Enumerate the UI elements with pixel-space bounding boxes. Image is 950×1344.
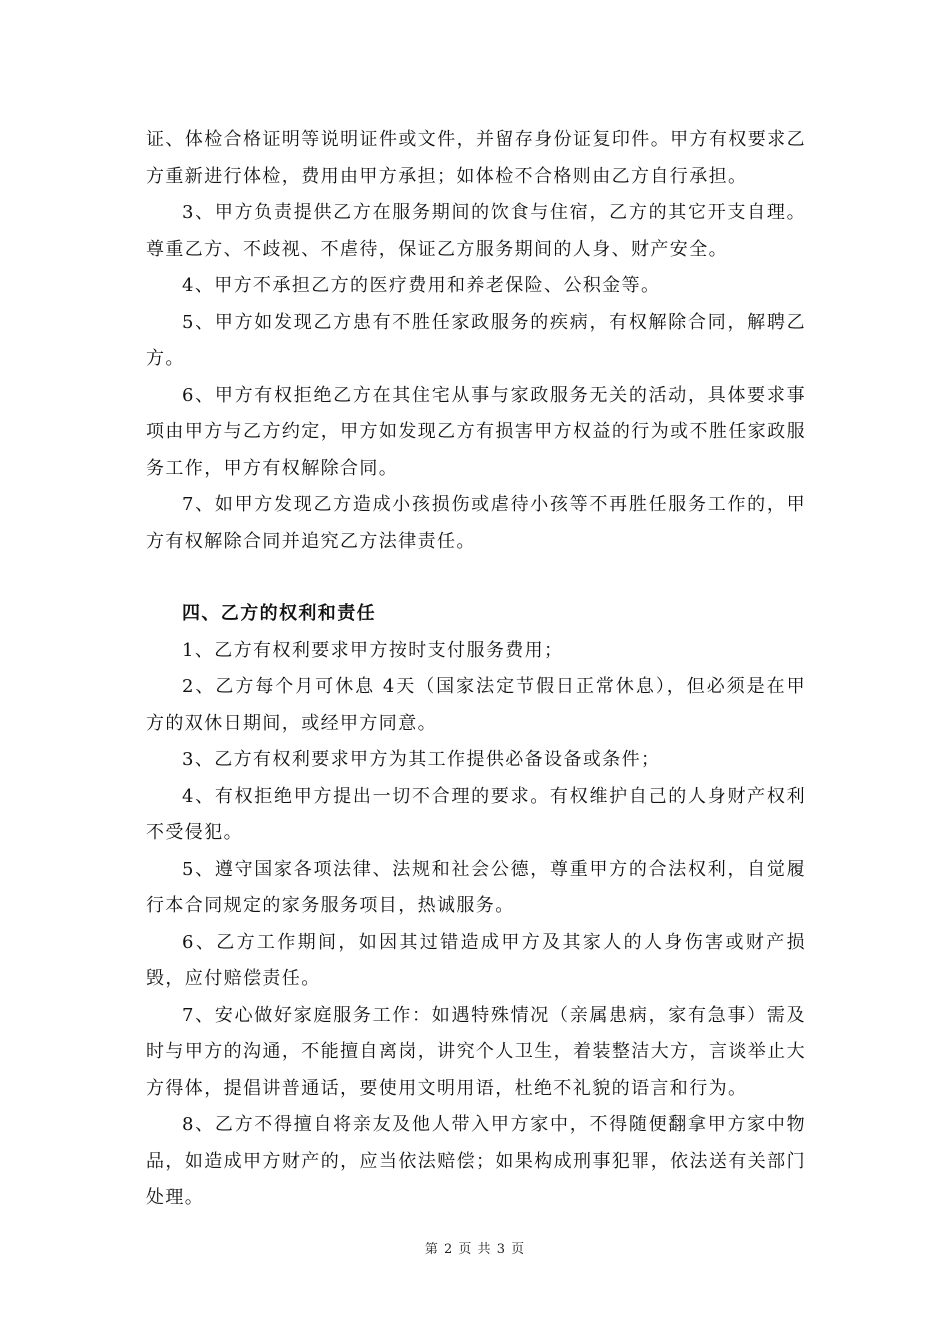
paragraph-clause-3-6: 6、甲方有权拒绝乙方在其住宅从事与家政服务无关的活动，具体要求事项由甲方与乙方约定，甲方如发现乙方有损害甲方权益的行为或不胜任家政服务工作，甲方有权解除合同。 xyxy=(146,384,806,479)
paragraph-clause-4-2: 2、乙方每个月可休息 4天（国家法定节假日正常休息），但必须是在甲方的双休日期间，或经甲方同意。 xyxy=(146,676,806,734)
paragraph-clause-4-7: 7、安心做好家庭服务工作：如遇特殊情况（亲属患病，家有急事）需及时与甲方的沟通，不能擅自离岗，讲究个人卫生，着装整洁大方，言谈举止大方得体，提倡讲普通话，要使用文明用语，杜绝不礼貌的语言和行为。 xyxy=(146,1004,806,1099)
page-footer xyxy=(0,1238,950,1257)
paragraph-continued: 证、体检合格证明等说明证件或文件，并留存身份证复印件。甲方有权要求乙方重新进行体检，费用由甲方承担；如体检不合格则由乙方自行承担。 xyxy=(146,129,806,187)
paragraph-clause-3-7: 7、如甲方发现乙方造成小孩损伤或虐待小孩等不再胜任服务工作的，甲方有权解除合同并追究乙方法律责任。 xyxy=(146,494,806,552)
footer-suffix: 页 xyxy=(511,1242,526,1257)
document-body xyxy=(146,122,806,1217)
footer-prefix: 第 xyxy=(424,1242,439,1257)
paragraph-clause-4-5: 5、遵守国家各项法律、法规和社会公德，尊重甲方的合法权利，自觉履行本合同规定的家务服务项目，热诚服务。 xyxy=(146,858,806,916)
section-heading: 四、乙方的权利和责任 xyxy=(182,603,376,624)
paragraph-clause-4-6: 6、乙方工作期间，如因其过错造成甲方及其家人的人身伤害或财产损毁，应付赔偿责任。 xyxy=(146,931,806,989)
paragraph-clause-4-1: 1、乙方有权利要求甲方按时支付服务费用； xyxy=(182,639,564,661)
paragraph-clause-3-3: 3、甲方负责提供乙方在服务期间的饮食与住宿，乙方的其它开支自理。尊重乙方、不歧视、不虐待，保证乙方服务期间的人身、财产安全。 xyxy=(146,202,806,260)
footer-current-page: 2 xyxy=(444,1242,454,1257)
paragraph-clause-3-5: 5、甲方如发现乙方患有不胜任家政服务的疾病，有权解除合同，解聘乙方。 xyxy=(146,311,806,369)
paragraph-clause-4-3: 3、乙方有权利要求甲方为其工作提供必备设备或条件； xyxy=(182,749,661,770)
paragraph-clause-4-8: 8、乙方不得擅自将亲友及他人带入甲方家中，不得随便翻拿甲方家中物品，如造成甲方财产的，应当依法赔偿；如果构成刑事犯罪，依法送有关部门处理。 xyxy=(146,1114,806,1208)
footer-middle: 页 共 xyxy=(458,1242,492,1257)
paragraph-clause-4-4: 4、有权拒绝甲方提出一切不合理的要求。有权维护自己的人身财产权利不受侵犯。 xyxy=(146,785,806,843)
paragraph-clause-3-4: 4、甲方不承担乙方的医疗费用和养老保险、公积金等。 xyxy=(182,275,661,296)
footer-total-pages: 3 xyxy=(496,1242,506,1257)
